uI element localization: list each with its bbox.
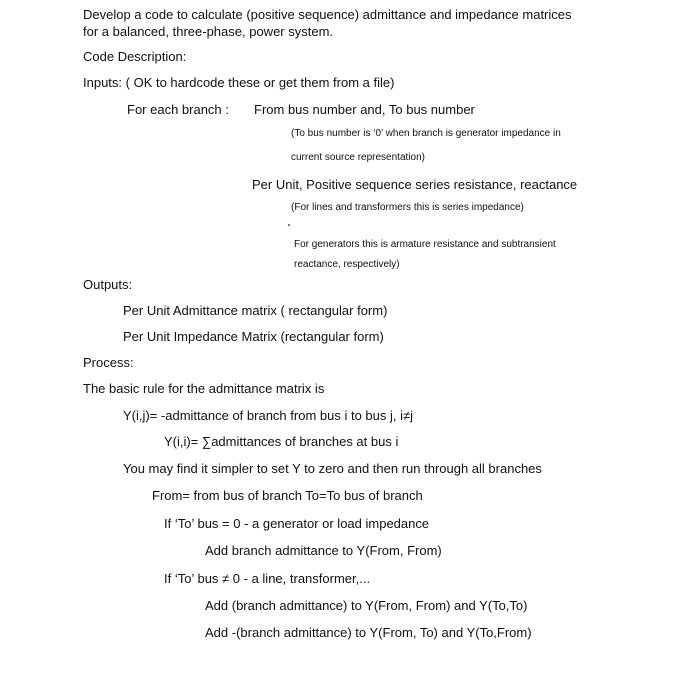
branch-value: From bus number and, To bus number	[254, 102, 475, 117]
if-to-bus-nonzero: If ‘To’ bus ≠ 0 - a line, transformer,...	[164, 571, 371, 586]
outputs-heading: Outputs:	[83, 277, 133, 292]
simpler-approach: You may find it simpler to set Y to zero and then run through all branches	[123, 461, 542, 476]
branch-label: For each branch :	[127, 102, 229, 117]
from-to-definition: From= from bus of branch To=To bus of branch	[152, 488, 423, 503]
add-to-off-diagonals: Add -(branch admittance) to Y(From, To) and Y(To,From)	[205, 625, 532, 640]
rule-diagonal: Y(i,i)= ∑admittances of branches at bus i	[164, 434, 399, 449]
if-to-bus-zero: If ‘To’ bus = 0 - a generator or load impedance	[164, 516, 430, 531]
add-to-from-from: Add branch admittance to Y(From, From)	[205, 543, 442, 558]
generator-note-line-2: reactance, respectively)	[294, 259, 400, 270]
rule-off-diagonal: Y(i,j)= -admittance of branch from bus i to bus j, i≠j	[123, 408, 413, 423]
to-bus-note-line-1: (To bus number is ‘0’ when branch is generator impedance in	[291, 128, 561, 139]
intro-line-1: Develop a code to calculate (positive sequence) admittance and impedance matrices	[83, 7, 572, 22]
output-impedance: Per Unit Impedance Matrix (rectangular form)	[123, 329, 384, 344]
basic-rule: The basic rule for the admittance matrix is	[83, 381, 325, 396]
code-description-heading: Code Description:	[83, 49, 187, 64]
intro-line-2: for a balanced, three-phase, power system.	[83, 24, 334, 39]
output-admittance: Per Unit Admittance matrix ( rectangular form)	[123, 303, 388, 318]
process-heading: Process:	[83, 355, 134, 370]
per-unit-label: Per Unit, Positive sequence series resistance, reactance	[252, 177, 578, 192]
add-to-diagonals: Add (branch admittance) to Y(From, From) and Y(To,To)	[205, 598, 528, 613]
stray-dot	[288, 224, 290, 226]
inputs-heading: Inputs: ( OK to hardcode these or get them from a file)	[83, 75, 395, 90]
generator-note-line-1: For generators this is armature resistance and subtransient	[294, 239, 556, 250]
lines-transformers-note: (For lines and transformers this is series impedance)	[291, 202, 524, 213]
to-bus-note-line-2: current source representation)	[291, 152, 425, 163]
